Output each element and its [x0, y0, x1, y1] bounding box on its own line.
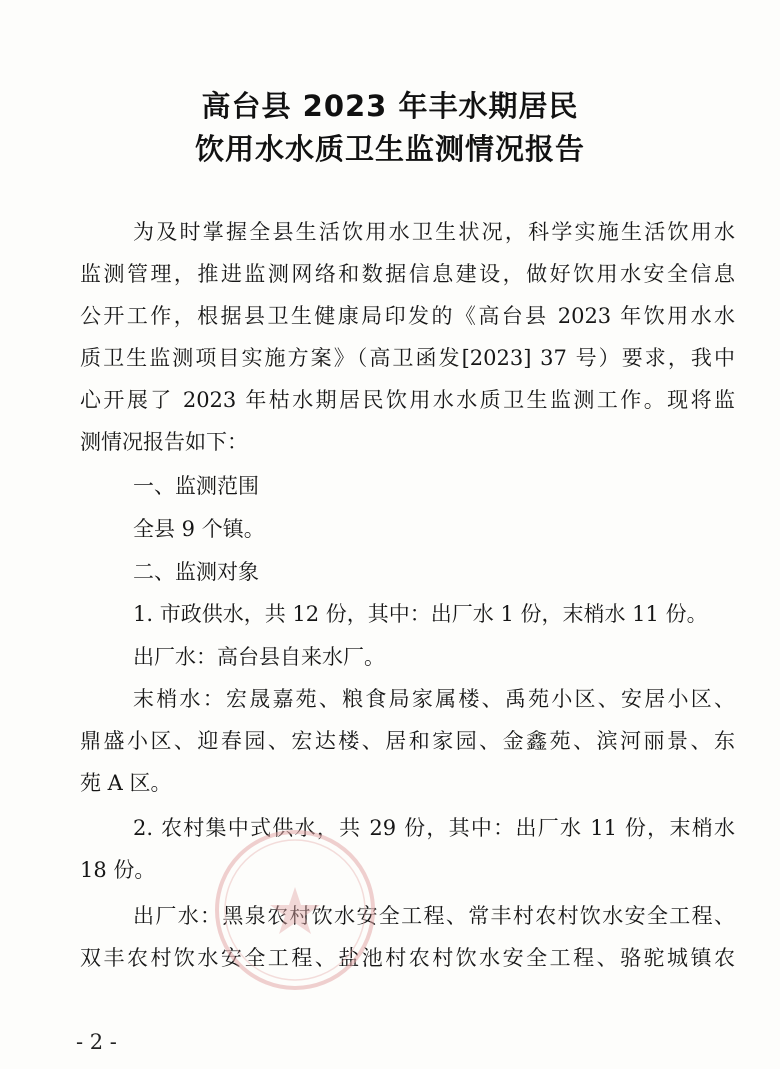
item-2-rural-supply-line-2: 18 份。 — [80, 858, 156, 882]
intro-line-6: 测情况报告如下： — [80, 430, 248, 454]
report-title-line-1: 高台县 2023 年丰水期居民 — [201, 89, 579, 123]
item-2-source-line-2: 双丰农村饮水安全工程、盐池村农村饮水安全工程、骆驼城镇农 — [80, 946, 735, 970]
item-2-rural-supply-line-1: 2. 农村集中式供水，共 29 份，其中：出厂水 11 份，末梢水 — [133, 816, 735, 840]
intro-line-3: 公开工作，根据县卫生健康局印发的《高台县 2023 年饮用水水 — [80, 304, 735, 328]
item-1-municipal-supply: 1. 市政供水，共 12 份，其中：出厂水 1 份，末梢水 11 份。 — [133, 602, 708, 626]
intro-line-5: 心开展了 2023 年枯水期居民饮用水水质卫生监测工作。现将监 — [80, 388, 735, 412]
intro-line-2: 监测管理，推进监测网络和数据信息建设，做好饮用水安全信息 — [80, 262, 735, 286]
report-title-line-2: 饮用水水质卫生监测情况报告 — [194, 132, 585, 166]
intro-line-1: 为及时掌握全县生活饮用水卫生状况，科学实施生活饮用水 — [133, 220, 735, 244]
section-1-text: 全县 9 个镇。 — [133, 517, 265, 541]
section-1-heading: 一、监测范围 — [133, 474, 259, 498]
item-1-source-water: 出厂水：高台县自来水厂。 — [133, 645, 385, 669]
item-1-terminal-line-3: 苑 A 区。 — [80, 771, 172, 795]
item-1-terminal-line-1: 末梢水：宏晟嘉苑、粮食局家属楼、禹苑小区、安居小区、 — [133, 687, 735, 711]
item-2-source-line-1: 出厂水：黑泉农村饮水安全工程、常丰村农村饮水安全工程、 — [133, 904, 735, 928]
page-number: - 2 - — [76, 1030, 117, 1054]
official-seal — [210, 825, 380, 995]
section-2-heading: 二、监测对象 — [133, 560, 259, 584]
intro-line-4: 质卫生监测项目实施方案》（高卫函发[2023] 37 号）要求，我中 — [80, 346, 735, 370]
item-1-terminal-line-2: 鼎盛小区、迎春园、宏达楼、居和家园、金鑫苑、滨河丽景、东 — [80, 729, 735, 753]
